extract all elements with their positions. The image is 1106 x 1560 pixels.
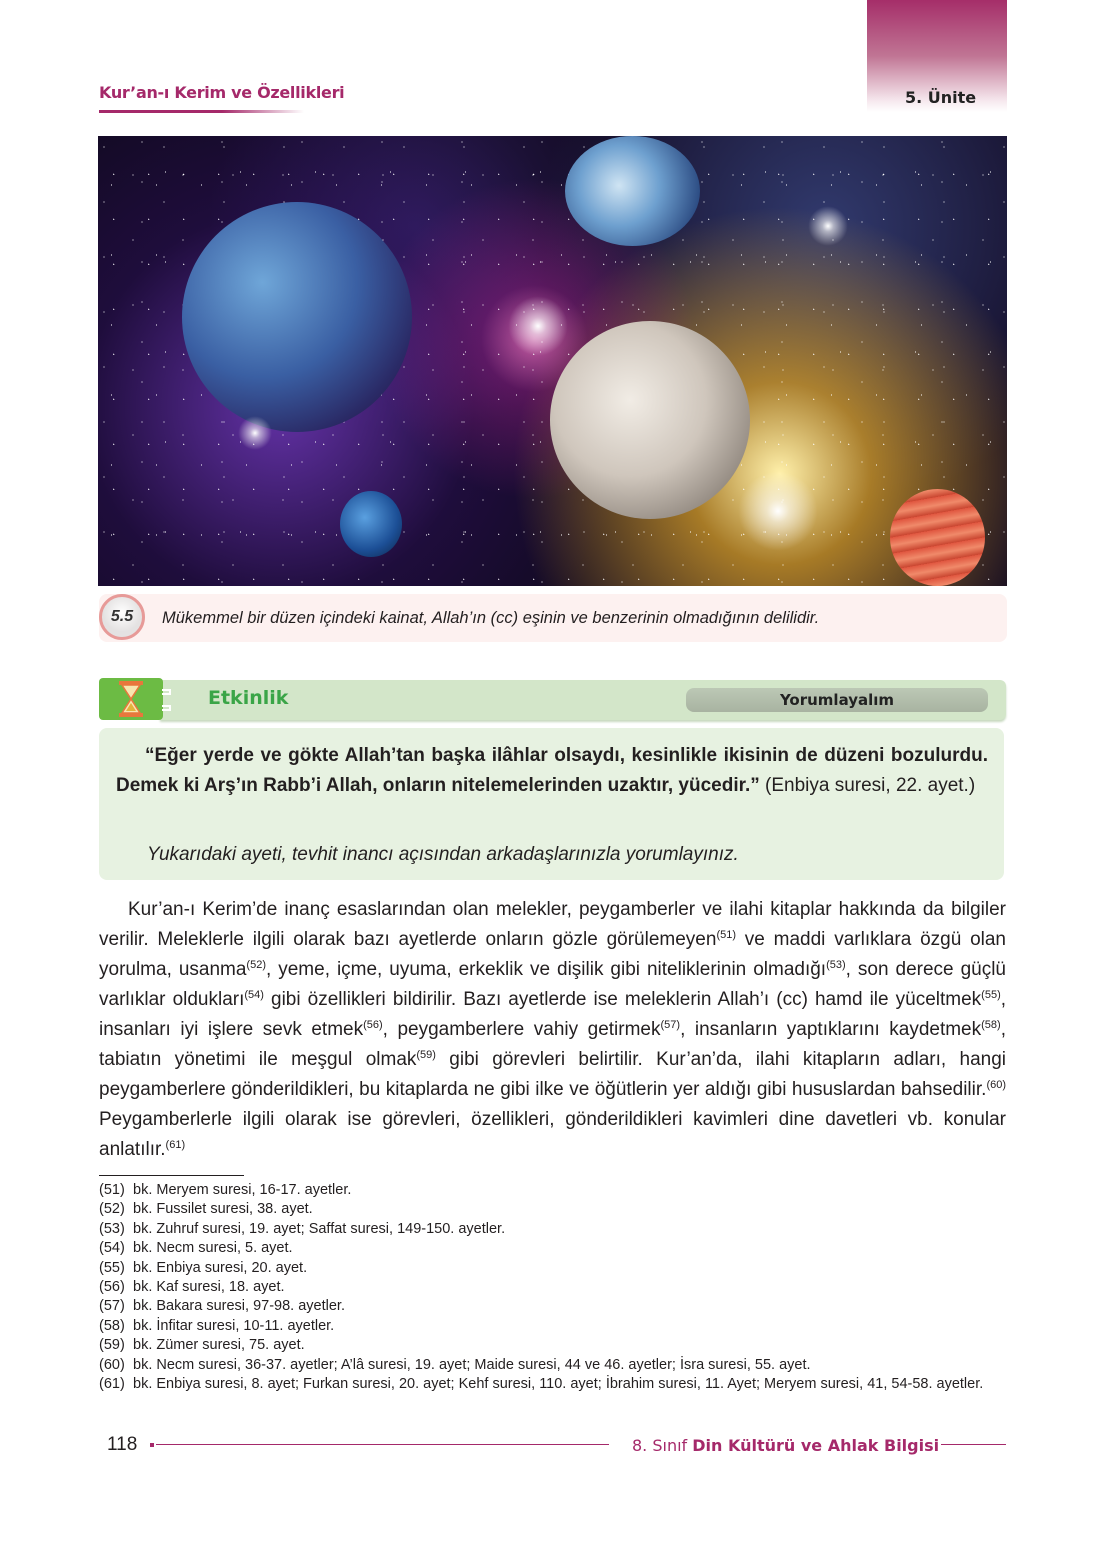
footnote-number: (52) (99, 1201, 125, 1218)
footnote-reference: (55) (981, 989, 1001, 1001)
footnote-text: bk. Necm suresi, 5. ayet. (133, 1240, 293, 1257)
planet-red (890, 489, 985, 586)
footnotes (99, 1181, 1009, 1394)
footnote-text: bk. Kaf suresi, 18. ayet. (133, 1279, 285, 1296)
body-text-segment: , tabiatın yönetimi ile meşgul olmak (99, 1019, 1006, 1070)
unit-label: 5. Ünite (905, 88, 977, 107)
footnote-rule (99, 1175, 244, 1176)
footnote-number: (55) (99, 1259, 125, 1276)
body-text-segment: , insanları iyi işlere sevk etmek (99, 989, 1007, 1040)
figure-number-badge: 5.5 (99, 594, 145, 640)
footnote-text: bk. Fussilet suresi, 38. ayet. (133, 1201, 313, 1218)
star-glow (508, 296, 568, 356)
footnote-item (99, 1239, 1009, 1258)
activity-title: Etkinlik (208, 687, 289, 709)
footnote-item (99, 1356, 1009, 1375)
footnote-reference: (60) (986, 1079, 1006, 1091)
footnote-text: bk. Zümer suresi, 75. ayet. (133, 1337, 305, 1354)
footnote-reference: (57) (660, 1019, 681, 1031)
planet-white (550, 321, 750, 519)
star-glow (808, 206, 848, 246)
planet-blue-top (565, 136, 700, 246)
footer-rule-right (941, 1444, 1006, 1445)
footnote-number: (61) (99, 1376, 125, 1393)
footnote-item (99, 1220, 1009, 1239)
footnote-number: (57) (99, 1298, 125, 1315)
footnote-item (99, 1259, 1009, 1278)
quote-text: “Eğer yerde ve gökte Allah’tan başka ilâhlar olsaydı, kesinlikle ikisinin de düzeni bozulurdu. Demek ki Arş’ın Rabb’i Allah, onların nitelemelerinden uzaktır, yücedir.” (116, 745, 988, 796)
hourglass-icon (99, 678, 163, 720)
footnote-reference: (59) (416, 1049, 436, 1061)
book-name: Din Kültürü ve Ahlak Bilgisi (692, 1436, 940, 1455)
footnote-reference: (61) (165, 1139, 186, 1151)
footnote-text: bk. Meryem suresi, 16-17. ayetler. (133, 1182, 352, 1198)
binder-rings-icon (160, 686, 176, 716)
footnote-item (99, 1297, 1009, 1316)
footnote-reference: (51) (716, 929, 736, 941)
body-text-segment: , son derece güçlü varlıklar oldukları (99, 959, 1006, 1010)
body-text-segment: Peygamberlerle ilgili olarak ise görevleri, özellikleri, gönderildikleri kavimleri dine davetleri vb. konular anlatılır. (99, 1109, 1006, 1160)
planet-blue-small (340, 491, 402, 557)
activity-task: Yukarıdaki ayeti, tevhit inancı açısından arkadaşlarınızla yorumlayınız. (147, 844, 739, 865)
footnote-number: (60) (99, 1356, 125, 1373)
header-underline (99, 110, 304, 113)
footnote-reference: (58) (981, 1019, 1001, 1031)
planet-blue-large (182, 202, 412, 432)
body-text-segment: gibi özellikleri bildirilir. Bazı ayetlerde ise meleklerin Allah’ı (cc) hamd ile yüceltmek (263, 989, 982, 1010)
footer-dot (150, 1443, 154, 1447)
footnote-item (99, 1317, 1009, 1336)
activity-tag: Yorumlayalım (686, 688, 988, 712)
body-paragraph (99, 895, 1006, 1165)
body-text-segment: ve maddi varlıklara özgü olan yorulma, usanma (99, 929, 1006, 980)
footnote-text: bk. Enbiya suresi, 8. ayet; Furkan suresi, 20. ayet; Kehf suresi, 110. ayet; İbrahim suresi, 11. Ayet; Meryem suresi, 41, 54-58. ayetler. (133, 1376, 984, 1393)
body-text-segment: , peygamberlere vahiy getirmek (382, 1019, 661, 1040)
footnote-reference: (53) (826, 959, 846, 971)
body-text-segment: Kur’an-ı Kerim’de inanç esaslarından olan melekler, peygamberler ve ilahi kitaplar hakkında da bilgiler verilir. Meleklerle ilgili olarak bazı ayetlerde onların gözle görülemeyen (99, 899, 1006, 950)
body-text-segment: , yeme, içme, uyuma, erkeklik ve dişilik gibi niteliklerinin olmadığı (265, 959, 827, 980)
quote-source: (Enbiya suresi, 22. ayet.) (759, 775, 976, 796)
footnote-reference: (54) (244, 989, 264, 1001)
cosmos-image (98, 136, 1007, 586)
footnote-item (99, 1375, 1009, 1394)
activity-quote (116, 741, 988, 801)
body-text-segment: , insanların yaptıklarını kaydetmek (680, 1019, 982, 1040)
body-text-segment: gibi görevleri belirtilir. Kur’an’da, ilahi kitapların adları, hangi peygamberlere gönderildikleri, bu kitaplarda ne gibi ilke ve öğütlerin yer aldığı gibi hususlardan bahsedilir. (99, 1049, 1006, 1100)
footnote-reference: (52) (246, 959, 266, 971)
book-grade: 8. Sınıf (632, 1436, 693, 1455)
footnote-text: bk. Enbiya suresi, 20. ayet. (133, 1259, 308, 1276)
section-title: Kur’an-ı Kerim ve Özellikleri (99, 83, 345, 102)
footnote-number: (56) (99, 1279, 125, 1296)
footnote-item (99, 1200, 1009, 1219)
footnote-number: (51) (99, 1182, 125, 1198)
footnote-reference: (56) (363, 1019, 383, 1031)
footnote-number: (58) (99, 1317, 125, 1334)
footnote-text: bk. Zuhruf suresi, 19. ayet; Saffat suresi, 149-150. ayetler. (133, 1220, 506, 1237)
footnote-item (99, 1336, 1009, 1355)
footnote-number: (59) (99, 1337, 125, 1354)
footnote-text: bk. İnfitar suresi, 10-11. ayetler. (133, 1317, 335, 1334)
footnote-text: bk. Bakara suresi, 97-98. ayetler. (133, 1298, 345, 1315)
book-title (632, 1436, 939, 1455)
footnote-text: bk. Necm suresi, 36-37. ayetler; A’lâ suresi, 19. ayet; Maide suresi, 44 ve 46. ayetler; İsra suresi, 55. ayet. (133, 1356, 811, 1373)
footnote-item (99, 1181, 1009, 1200)
footnote-number: (53) (99, 1220, 125, 1237)
footer-rule (156, 1444, 609, 1445)
figure-caption: Mükemmel bir düzen içindeki kainat, Allah’ın (cc) eşinin ve benzerinin olmadığının delilidir. (162, 609, 820, 627)
star-glow (738, 471, 818, 551)
page-number: 118 (107, 1434, 138, 1455)
footnote-number: (54) (99, 1240, 125, 1257)
footnote-item (99, 1278, 1009, 1297)
star-glow (238, 416, 272, 450)
